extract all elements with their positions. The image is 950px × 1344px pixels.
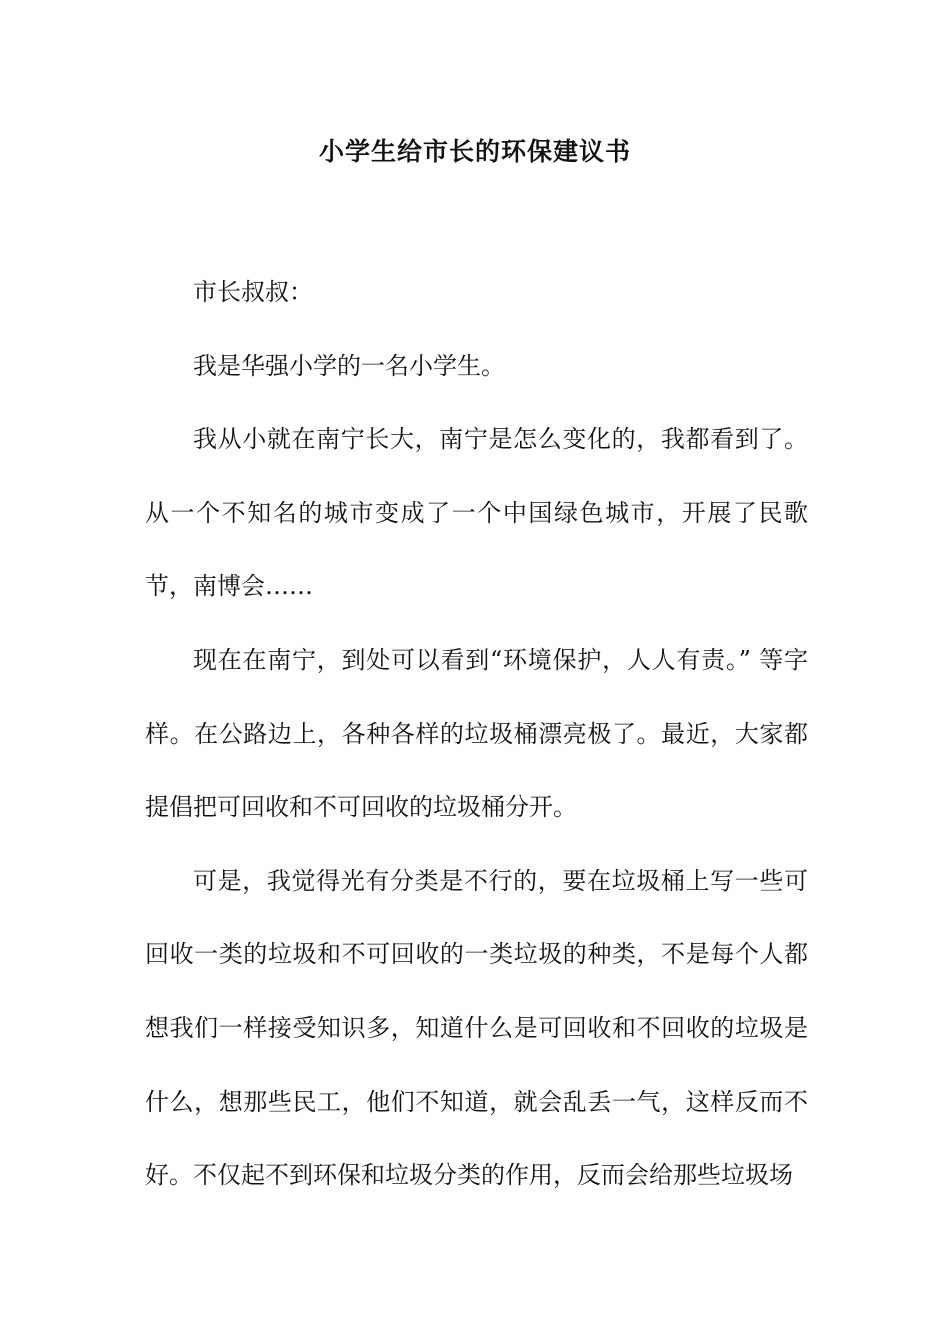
paragraph-2: 我从小就在南宁长大，南宁是怎么变化的，我都看到了。从一个不知名的城市变成了一个中国绿色城市，开展了民歌节，南博会…… xyxy=(145,425,808,601)
paragraph-4: 可是，我觉得光有分类是不行的，要在垃圾桶上写一些可回收一类的垃圾和不可回收的一类垃圾的种类，不是每个人都想我们一样接受知识多，知道什么是可回收和不回收的垃圾是什么，想那些民工，他们不知道，就会乱丢一气，这样反而不好。不仅起不到环保和垃圾分类的作用，反而会给那些垃圾场 xyxy=(145,866,808,1190)
salutation: 市长叔叔： xyxy=(193,278,313,306)
document-title: 小学生给市长的环保建议书 xyxy=(318,137,631,166)
letter-body xyxy=(145,256,808,1213)
paragraph-1: 我是华强小学的一名小学生。 xyxy=(193,351,505,380)
paragraph-3: 现在在南宁，到处可以看到“环境保护，人人有责。” 等字样。在公路边上，各种各样的垃圾桶漂亮极了。最近，大家都提倡把可回收和不可回收的垃圾桶分开。 xyxy=(145,645,808,822)
